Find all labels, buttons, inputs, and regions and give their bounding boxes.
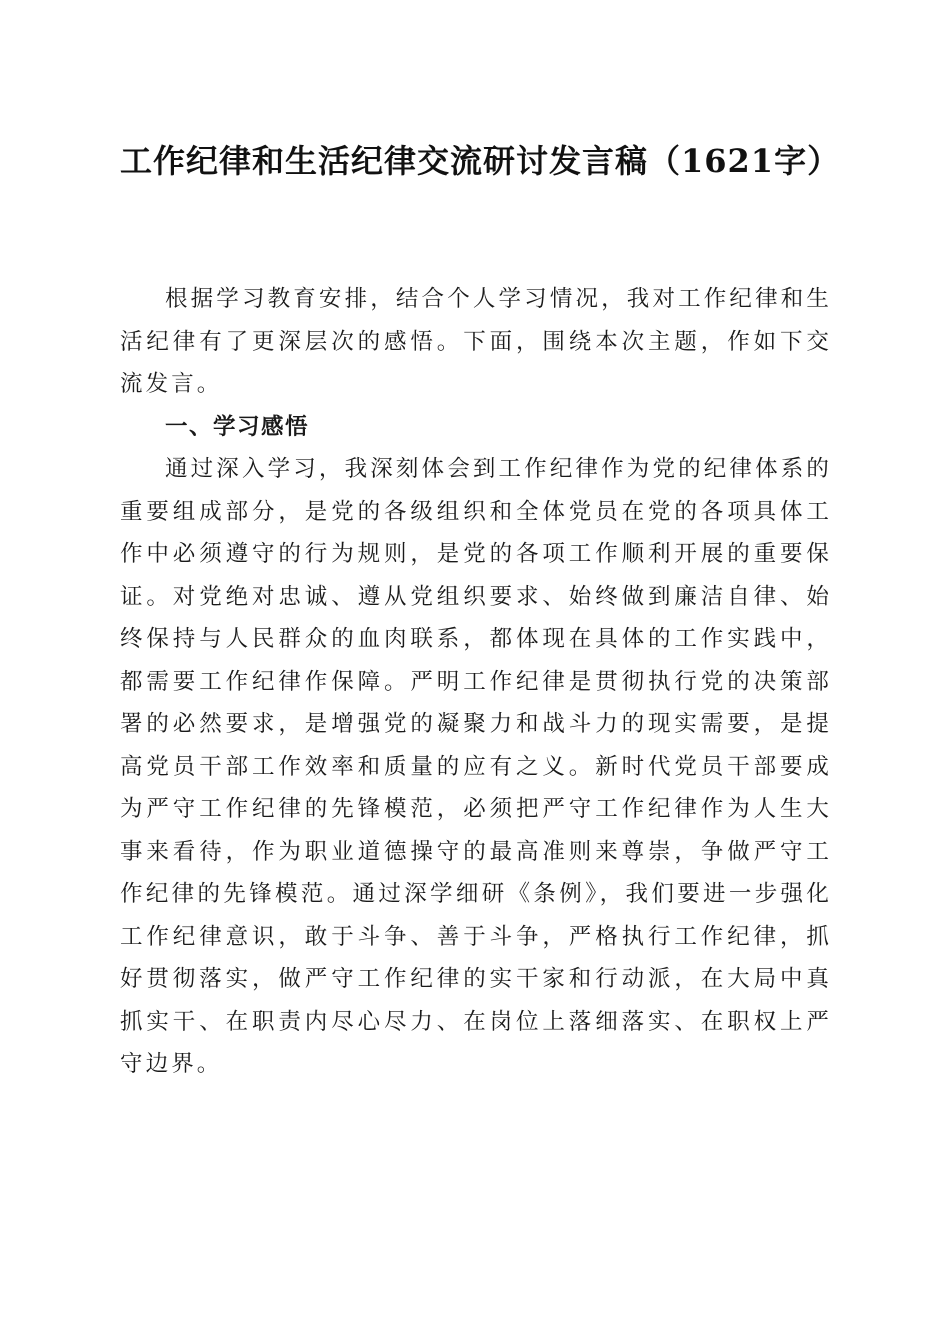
document-body [120,278,832,1086]
section-heading: 一、学习感悟 [165,413,310,440]
section-paragraph: 通过深入学习，我深刻体会到工作纪律作为党的纪律体系的重要组成部分，是党的各级组织和全体党员在党的各项具体工作中必须遵守的行为规则，是党的各项工作顺利开展的重要保证。对党绝对忠诚、遵从党组织要求、始终做到廉洁自律、始终保持与人民群众的血肉联系，都体现在具体的工作实践中，都需要工作纪律作保障。严明工作纪律是贯彻执行党的决策部署的必然要求，是增强党的凝聚力和战斗力的现实需要，是提高党员干部工作效率和质量的应有之义。新时代党员干部要成为严守工作纪律的先锋模范，必须把严守工作纪律作为人生大事来看待，作为职业道德操守的最高准则来尊崇，争做严守工作纪律的先锋模范。通过深学细研《条例》，我们要进一步强化工作纪律意识，敢于斗争、善于斗争，严格执行工作纪律，抓好贯彻落实，做严守工作纪律的实干家和行动派，在大局中真抓实干、在职责内尽心尽力、在岗位上落细落实、在职权上严守边界。 [120,456,832,1077]
document-title: 工作纪律和生活纪律交流研讨发言稿（1621字） [120,142,841,180]
intro-paragraph: 根据学习教育安排，结合个人学习情况，我对工作纪律和生活纪律有了更深层次的感悟。下面，围绕本次主题，作如下交流发言。 [120,286,832,397]
